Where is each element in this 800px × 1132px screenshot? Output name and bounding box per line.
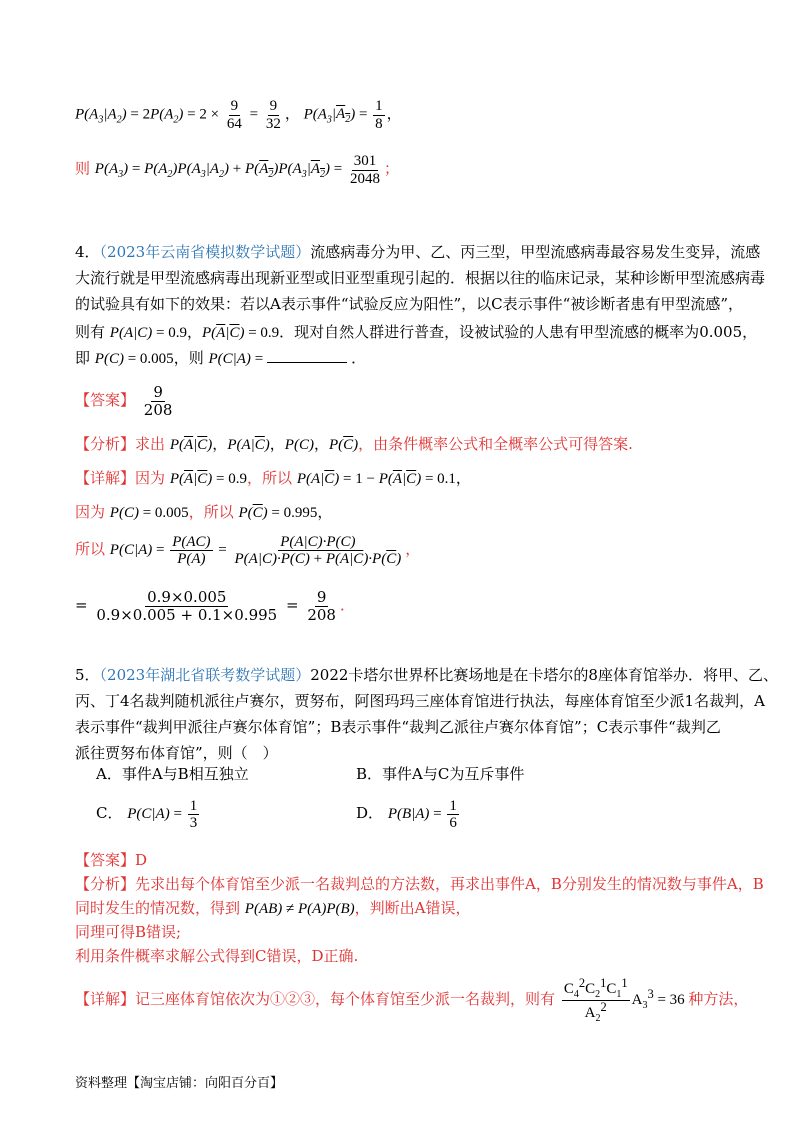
q5-line-4: 派往贾努布体育馆”，则（ ） [75, 744, 278, 762]
q4-analysis: 【分析】求出 $P(\overline{A}|\overline{C})$，$P(A|\overline{C})$，P(C)，$P(\overline{C})$，由条件概率公式和全概率公式可得答案. [75, 435, 633, 453]
footer-text: 资料整理【淘宝店铺：向阳百分百】 [75, 1076, 284, 1091]
q5-option-b[interactable]: B．事件A与C为互斥事件 [356, 765, 525, 783]
q5-option-c[interactable]: C． P(C|A) = $\frac{1}{3}$ [96, 797, 198, 832]
q5-analysis-1: 【分析】先求出每个体育馆至少派一名裁判总的方法数，再求出事件A，B分别发生的情况数与事件A，B [75, 875, 764, 893]
q4-detail-3: 所以 P(C|A) = $\frac{P(AC)}{P(A)}$ = $\frac{P(A|C)\cdot P(C)}{P(A|C)\cdot P(C) + P(A|\overline{C})\cdot P(\overline{C})}$ ， [75, 533, 421, 568]
q5-line-2: 丙、丁4名裁判随机派往卢赛尔，贾努布，阿图玛玛三座体育馆进行执法，每座体育馆至少派1名裁判，A [75, 692, 765, 710]
q5-analysis-4: 利用条件概率求解公式得到C错误，D正确. [75, 947, 359, 965]
q5-source: （2023年湖北省联考数学试题） [99, 666, 311, 684]
q5-analysis-3: 同理可得B错误; [75, 923, 182, 941]
formula-line-1: $P(A_3|A_2) = 2P(A_2) = 2$ × $\frac{9}{64}$ = $\frac{9}{32}$ ， $P(A_3|A_2)$ = $\frac{1}{8}$ ， [75, 98, 402, 132]
q4-line-5: 即 P(C) = 0.005，则 P(C|A) = ． [75, 349, 367, 367]
q5-option-a[interactable]: A．事件A与B相互独立 [96, 765, 249, 783]
q5-line-1: 5．（2023年湖北省联考数学试题）2022卡塔尔世界杯比赛场地是在卡塔尔的8座体育馆举办．将甲、乙、 [75, 666, 778, 684]
q4-source: （2023年云南省模拟数学试题） [99, 243, 311, 261]
answer-blank [267, 348, 347, 363]
q4-line-4: 则有 P(A|C) = 0.9，$P(\overline{A}|\overline{C}) = 0.9$．现对自然人群进行普查，设被试验的人患有甲型流感的概率为0.005， [75, 323, 758, 341]
q4-detail-4: = $\frac{0.9\times 0.005}{0.9\times 0.005 + 0.1\times 0.995}$ = $\frac{9}{208}$ ． [75, 588, 355, 624]
q4-detail-2: 因为 P(C) = 0.005，所以 $P(\overline{C}) = 0.995$， [75, 503, 333, 521]
q5-analysis-2: 同时发生的情况数，得到 P(AB) ≠ P(A)P(B)，判断出A错误， [75, 899, 471, 917]
q5-answer: 【答案】D [75, 851, 148, 869]
q4-line-3: 的试验具有如下的效果：若以A表示事件“试验反应为阳性”，以C表示事件“被诊断者患有甲型流感”， [75, 295, 743, 313]
q4-detail-1: 【详解】因为 $P(\overline{A}|\overline{C}) = 0.9$，所以 $P(A|\overline{C}) = 1 - P(\overline{A}|\overline{C}) = 0.1$， [75, 469, 471, 487]
q4-answer: 【答案】 $\frac{9}{208}$ [75, 383, 173, 419]
q5-line-3: 表示事件“裁判甲派往卢赛尔体育馆”；B表示事件“裁判乙派往卢赛尔体育馆”；C表示事件“裁判乙 [75, 718, 721, 736]
q5-option-d[interactable]: D． P(B|A) = $\frac{1}{6}$ [356, 797, 457, 832]
q5-detail: 【详解】记三座体育馆依次为①②③，每个体育馆至少派一名裁判，则有 $\frac{C_4^2C_2^1C_1^1}{A_2^2}$ $A_3^3 = 36$ 种方法， [75, 976, 749, 1025]
q4-line-2: 大流行就是甲型流感病毒出现新亚型或旧亚型重现引起的．根据以往的临床记录，某种诊断甲型流感病毒 [75, 269, 766, 287]
formula-line-2: 则 $P(A_3) = P(A_2)P(A_3|A_2) + P(A_2)P(A_3|A_2)$ = $\frac{301}{2048}$ ； [75, 153, 399, 187]
q4-line-1: 4．（2023年云南省模拟数学试题）流感病毒分为甲、乙、丙三型，甲型流感病毒最容易发生变异，流感 [75, 243, 761, 261]
